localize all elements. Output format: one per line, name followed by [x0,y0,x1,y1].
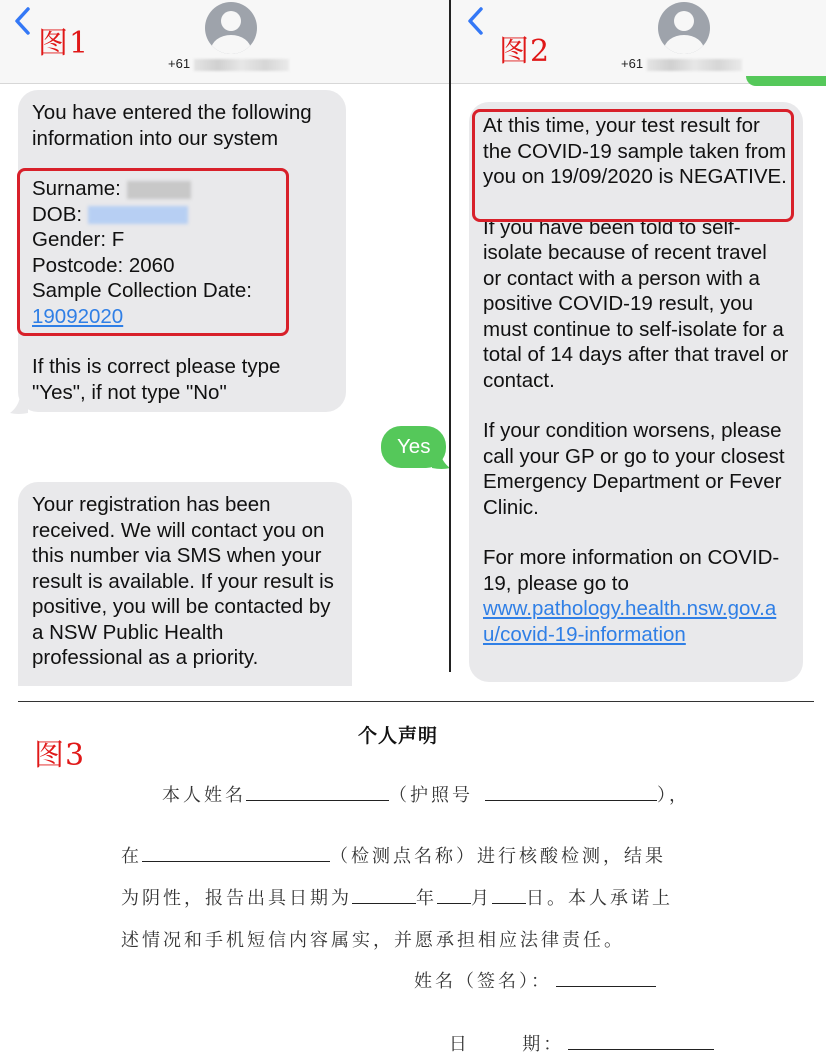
test-site-blank[interactable] [142,842,330,862]
chevron-left-icon[interactable] [465,6,485,36]
result-text: At this time, your test result for the COVID-19 sample taken from you on 19/09/2020 is NEGATIVE. [483,114,787,188]
worsening-text: If your condition worsens, please call your GP or go to your closest Emergency Department or Fever Clinic. [483,419,785,519]
form-line-site: 在 （检测点名称）进行核酸检测，结果 [121,842,666,868]
registration-text: Your registration has been received. We will contact you on this number via SMS when your result is available. If your result is positive, you will be contacted by a NSW Public Health professional as a priority. [32,493,334,669]
passport-blank[interactable] [485,781,657,801]
sample-date-link[interactable]: 19092020 [32,304,124,328]
form-line-date: 为阴性，报告出具日期为 年 月 日。本人承诺上 [121,884,673,910]
contact-phone-number[interactable] [621,56,742,71]
form-line-name: 本人姓名 （护照号 ）， [162,781,690,807]
form-title: 个人声明 [357,725,438,747]
phone-prefix: +61 [621,56,644,71]
signature-blank[interactable] [556,967,656,987]
year-blank[interactable] [352,884,416,904]
annotation-box [17,168,289,336]
info-link[interactable]: www.pathology.health.nsw.gov.au/covid-19-information [483,597,777,646]
signature-line: 姓名（签名）： [414,967,656,993]
month-blank[interactable] [437,884,471,904]
contact-phone-number[interactable] [168,56,289,71]
redacted-phone [194,59,289,71]
sample-date-label: Sample Collection Date: [32,279,252,302]
figure3-declaration-form [0,702,826,1056]
sent-bubble-tail [432,452,450,470]
contact-avatar[interactable] [205,2,257,54]
isolation-text: If you have been told to self-isolate because of recent travel or contact with a person with a positive COVID-19 result, you must continue to self-isolate for a total of 14 days after that travel or contact. [483,215,789,392]
date-line: 日 期： [414,1009,714,1056]
day-blank[interactable] [492,884,526,904]
figure-label: 图2 [499,34,551,69]
postcode-line: Postcode: 2060 [32,253,175,277]
sent-message-edge [746,76,826,86]
sent-message: Yes [381,426,446,468]
received-message-registration [18,482,352,686]
figure-label: 图1 [38,26,90,61]
dob-line: DOB: [32,202,332,228]
bubble-tail [10,397,28,415]
confirm-instruction: If this is correct please type "Yes", if not type "No" [32,355,281,404]
name-blank[interactable] [246,781,389,801]
contact-avatar[interactable] [658,2,710,54]
form-line-commitment: 述情况和手机短信内容属实，并愿承担相应法律责任。 [121,930,625,951]
message-intro: You have entered the following information into our system [32,101,312,150]
surname-line: Surname: [32,176,332,202]
date-blank[interactable] [568,1030,714,1050]
figure2-sms-screenshot [451,0,826,686]
gender-line: Gender: F [32,228,125,251]
redacted-phone [647,59,742,71]
figure-label: 图3 [34,738,86,773]
annotation-box [472,109,794,222]
chevron-left-icon[interactable] [12,6,32,36]
more-info-text: For more information on COVID-19, please go to [483,546,780,595]
figure1-sms-screenshot [0,0,450,686]
phone-prefix: +61 [168,56,191,71]
